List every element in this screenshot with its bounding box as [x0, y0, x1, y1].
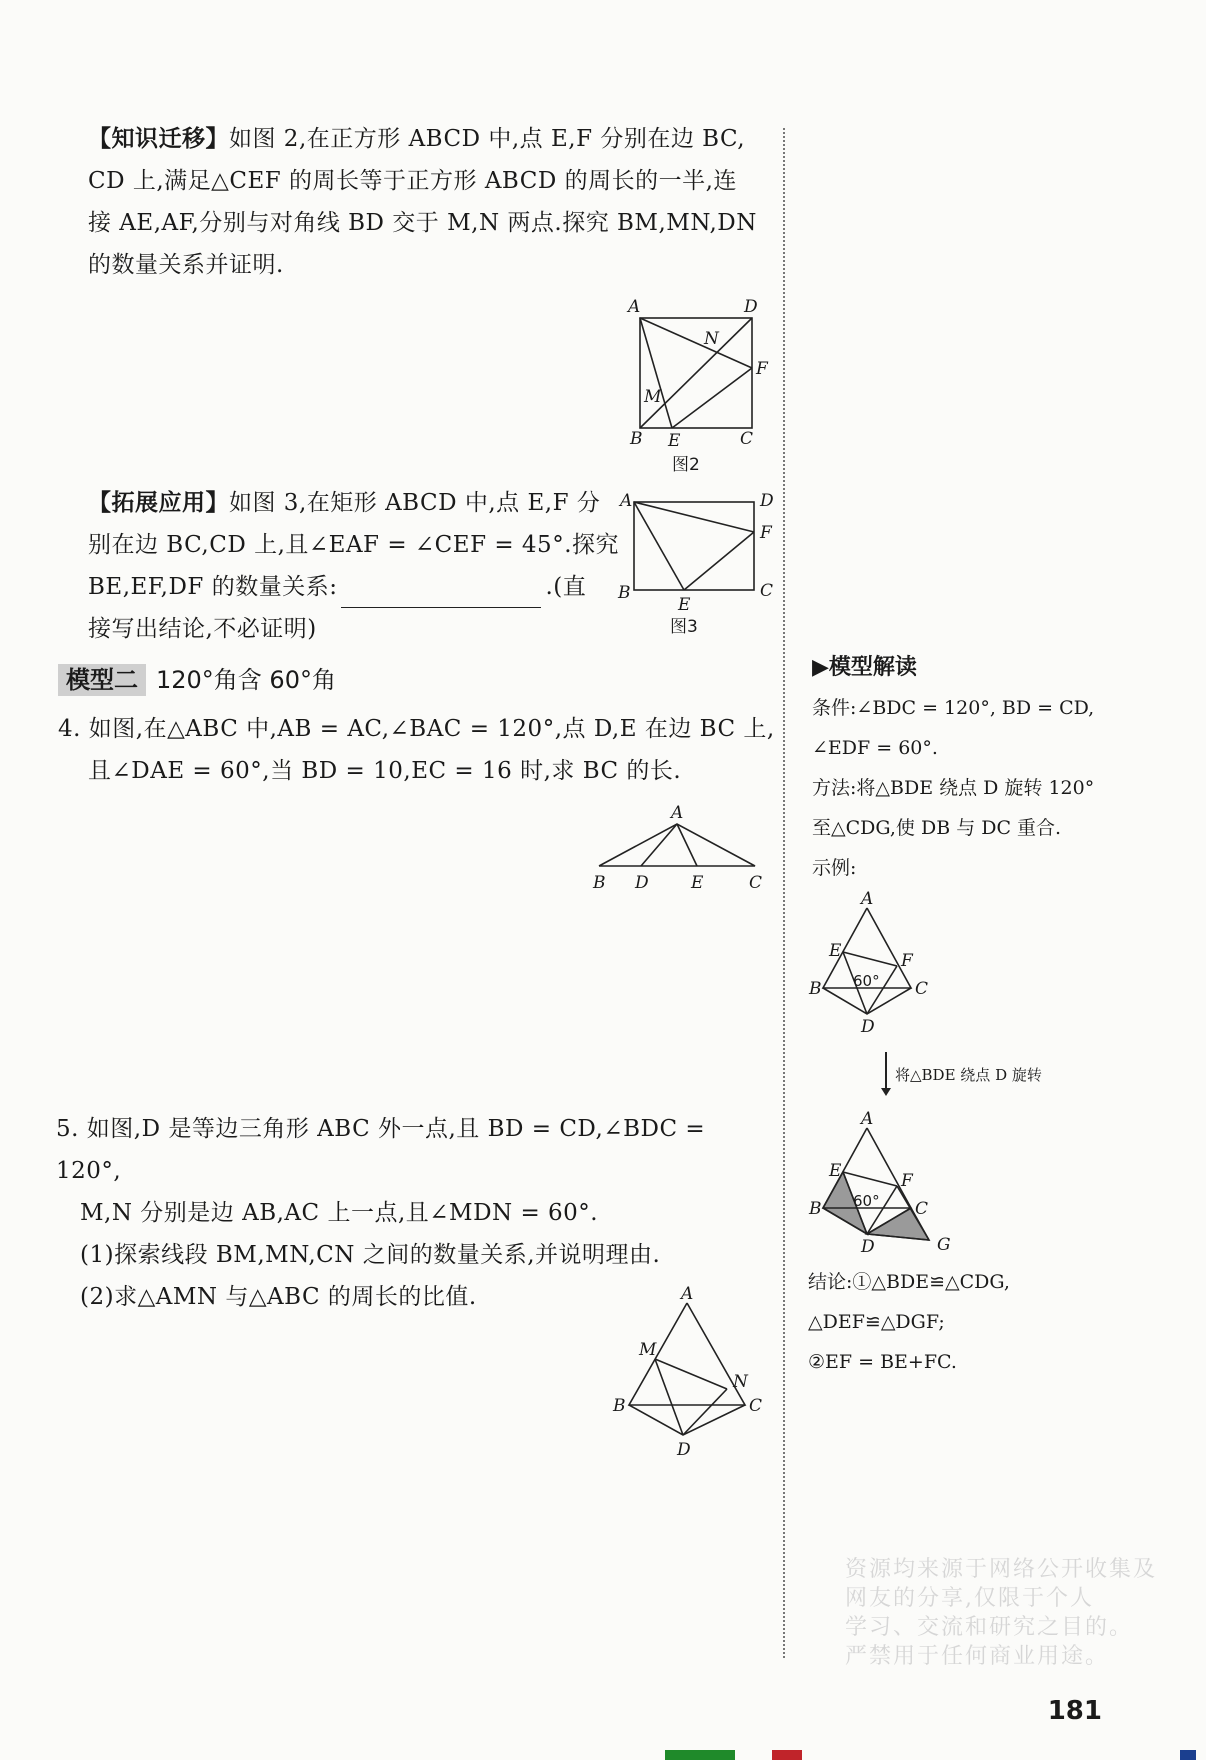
fig5-label-m: M	[639, 1340, 657, 1360]
fig3-label-d: D	[760, 491, 774, 511]
fig2-segment-af	[640, 318, 752, 368]
bottom-bar-red	[772, 1750, 802, 1760]
ex2-label-g: G	[937, 1235, 951, 1255]
extension-line-3: BE,EF,DF 的数量关系: .(直	[88, 566, 628, 608]
ex1-angle-label: 60°	[853, 972, 880, 990]
ex2-label-e: E	[829, 1161, 842, 1181]
migration-block	[88, 118, 768, 286]
side-title: ▶模型解读	[812, 655, 917, 680]
fig3-segment-ae	[634, 502, 684, 590]
ex2-label-c: C	[915, 1199, 929, 1219]
fig5-label-d: D	[677, 1440, 691, 1460]
rotation-arrow-text: 将△BDE 绕点 D 旋转	[895, 1066, 1042, 1084]
migration-line-2: CD 上,满足△CEF 的周长等于正方形 ABCD 的周长的一半,连	[88, 168, 737, 194]
side-conditions	[812, 688, 1112, 888]
figure-3	[610, 482, 780, 642]
fig5-label-n: N	[733, 1372, 748, 1392]
bottom-bar-blue	[1180, 1750, 1196, 1760]
fig2-label-e: E	[668, 431, 681, 451]
fig5-segment-dm	[655, 1359, 683, 1435]
q4-line-1: 4. 如图,在△ABC 中,AB = AC,∠BAC = 120°,点 D,E 在边 BC 上,	[58, 716, 775, 742]
extension-block	[88, 482, 628, 650]
migration-line-4: 的数量关系并证明.	[88, 252, 284, 278]
side-example: 示例:	[812, 857, 857, 879]
fig4-label-d: D	[635, 873, 649, 893]
ex2-angle-label: 60°	[853, 1192, 880, 1210]
migration-line-3: 接 AE,AF,分别与对角线 BD 交于 M,N 两点.探究 BM,MN,DN	[88, 210, 757, 236]
fig5-label-b: B	[613, 1396, 626, 1416]
fig4-label-a: A	[671, 803, 684, 823]
fig4-segment-ad	[641, 824, 677, 866]
ex1-label-e: E	[829, 941, 842, 961]
fig2-label-f: F	[756, 359, 768, 379]
fig3-label-c: C	[760, 581, 774, 601]
extension-tag: 【拓展应用】	[88, 490, 229, 516]
fig3-label-e: E	[678, 595, 691, 615]
fig2-label-c: C	[740, 429, 754, 449]
side-concl-2: △DEF≌△DGF;	[808, 1311, 945, 1333]
fig5-segment-mn	[655, 1359, 727, 1389]
example-figure-before	[805, 888, 955, 1038]
ex1-label-b: B	[809, 979, 822, 999]
ex1-segments-bd-dc	[823, 988, 911, 1014]
ex2-segment-ef	[843, 1172, 897, 1186]
fig3-segment-ef	[684, 532, 754, 590]
fig3-label-a: A	[620, 491, 633, 511]
figure-2	[620, 290, 780, 480]
extension-line-4: 接写出结论,不必证明)	[88, 616, 317, 642]
side-cond-2: ∠EDF = 60°.	[812, 737, 938, 759]
figure-5	[605, 1285, 775, 1465]
side-method-2: 至△CDG,使 DB 与 DC 重合.	[812, 817, 1062, 839]
fig2-label-d: D	[744, 297, 758, 317]
fig3-label-f: F	[760, 523, 772, 543]
fig4-label-b: B	[593, 873, 606, 893]
extension-line-1: 【拓展应用】如图 3,在矩形 ABCD 中,点 E,F 分	[88, 490, 601, 516]
ex2-label-b: B	[809, 1199, 822, 1219]
fig2-caption: 图2	[672, 455, 700, 475]
migration-line-1: 【知识迁移】如图 2,在正方形 ABCD 中,点 E,F 分别在边 BC,	[88, 126, 746, 152]
rotation-arrow-head	[881, 1088, 891, 1096]
rotation-arrow	[885, 1052, 887, 1092]
side-cond-1: 条件:∠BDC = 120°, BD = CD,	[812, 697, 1095, 719]
example-figure-after	[805, 1108, 975, 1258]
ex2-label-f: F	[901, 1171, 913, 1191]
side-concl-3: ②EF = BE+FC.	[808, 1351, 957, 1373]
ex1-label-d: D	[861, 1017, 875, 1037]
fig2-label-m: M	[644, 387, 662, 407]
fig4-label-c: C	[749, 873, 763, 893]
side-method-1: 方法:将△BDE 绕点 D 旋转 120°	[812, 777, 1095, 799]
fig5-label-a: A	[681, 1285, 694, 1304]
fig4-label-e: E	[691, 873, 704, 893]
migration-tag: 【知识迁移】	[88, 126, 229, 152]
ex1-label-a: A	[861, 889, 874, 909]
ex2-label-a: A	[861, 1109, 874, 1129]
model-two-box: 模型二	[58, 664, 146, 696]
ex1-label-f: F	[901, 951, 913, 971]
ex1-label-c: C	[915, 979, 929, 999]
model-two-title: 120°角含 60°角	[156, 666, 336, 694]
fig2-label-n: N	[704, 329, 719, 349]
watermark: 资源均来源于网络公开收集及 网友的分享,仅限于个人 学习、交流和研究之目的。 严禁用于任何商业用途。	[845, 1557, 1158, 1669]
q5-line-4: (2)求△AMN 与△ABC 的周长的比值.	[80, 1284, 477, 1310]
bottom-bar-green	[665, 1750, 735, 1760]
fig2-label-a: A	[628, 297, 641, 317]
fig2-segment-ef	[672, 368, 752, 428]
fig4-segment-ae	[677, 824, 697, 866]
side-concl-1: 结论:①△BDE≌△CDG,	[808, 1271, 1010, 1293]
question-4	[58, 708, 778, 792]
answer-blank[interactable]	[341, 581, 541, 608]
q5-line-2: M,N 分别是边 AB,AC 上一点,且∠MDN = 60°.	[80, 1200, 599, 1226]
model-two-heading	[58, 660, 336, 695]
extension-line-2: 别在边 BC,CD 上,且∠EAF = ∠CEF = 45°.探究	[88, 532, 620, 558]
fig4-triangle-abc	[599, 824, 755, 866]
ex1-segment-ef	[843, 952, 897, 966]
figure-4	[585, 800, 775, 900]
ex2-label-d: D	[861, 1237, 875, 1257]
fig5-segment-dn	[683, 1389, 727, 1435]
fig3-segment-af	[634, 502, 754, 532]
q5-line-3: (1)探索线段 BM,MN,CN 之间的数量关系,并说明理由.	[80, 1242, 661, 1268]
fig2-label-b: B	[630, 429, 643, 449]
q5-line-1: 5. 如图,D 是等边三角形 ABC 外一点,且 BD = CD,∠BDC = 120°,	[56, 1116, 706, 1184]
page-number: 181	[1047, 1696, 1102, 1726]
fig5-label-c: C	[749, 1396, 763, 1416]
fig3-caption: 图3	[670, 617, 698, 637]
column-divider	[783, 128, 785, 1658]
q4-line-2: 且∠DAE = 60°,当 BD = 10,EC = 16 时,求 BC 的长.	[88, 758, 682, 784]
side-conclusions	[808, 1262, 1108, 1382]
fig3-label-b: B	[618, 583, 631, 603]
